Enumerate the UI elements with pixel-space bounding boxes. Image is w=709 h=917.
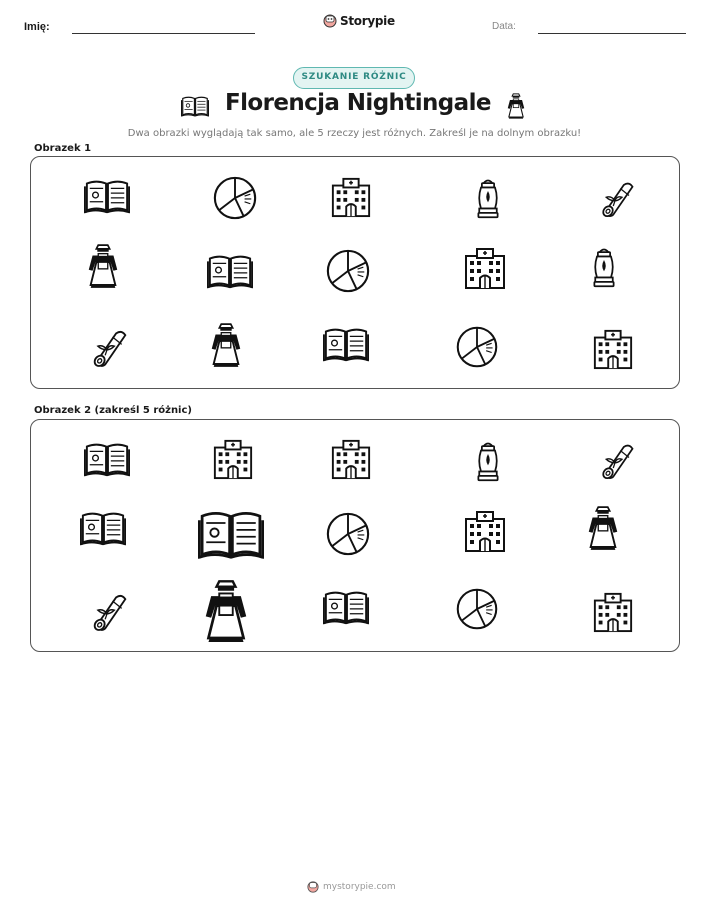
name-line[interactable] [72,33,255,34]
activity-badge: SZUKANIE RÓŻNIC [293,67,415,89]
mascot-icon [307,880,319,894]
scroll-icon [85,590,129,634]
lantern-icon [474,438,502,484]
nurse-icon [207,321,245,369]
pie-chart-icon [325,248,371,294]
nurse-icon [584,505,622,551]
book-icon [198,508,264,560]
footer-url[interactable]: mystorypie.com [323,882,396,892]
lantern-icon [474,176,502,220]
footer [307,880,396,894]
scroll-icon [594,178,636,220]
lantern-icon [590,244,618,290]
brand-logo [323,13,395,29]
hospital-icon [330,438,372,480]
pie-chart-icon [455,325,499,369]
brand-name: Storypie [340,14,395,28]
page-title: Florencja Nightingale [225,90,491,116]
book-icon [84,178,130,214]
nurse-icon [84,243,122,289]
book-icon [323,326,369,362]
hospital-icon [463,509,507,553]
date-label: Data: [492,21,516,32]
pie-chart-icon [212,175,258,221]
book-icon [84,441,130,477]
hospital-icon [463,246,507,290]
panel2-label: Obrazek 2 (zakreśl 5 różnic) [34,405,192,416]
scroll-icon [594,440,636,482]
scroll-icon [85,326,129,370]
mascot-icon [323,13,337,29]
hospital-icon [330,176,372,218]
book-icon [181,95,209,117]
book-icon [80,510,126,546]
name-label: Imię: [24,21,50,33]
instructions: Dwa obrazki wyglądają tak samo, ale 5 rzeczy jest różnych. Zakreśl je na dolnym obrazku! [127,128,582,139]
date-line[interactable] [538,33,686,34]
book-icon [207,253,253,289]
hospital-icon [592,328,634,370]
book-icon [323,589,369,625]
hospital-icon [212,438,254,480]
nurse-icon [505,92,527,120]
panel1-label: Obrazek 1 [34,143,92,154]
hospital-icon [592,591,634,633]
nurse-icon [199,578,253,644]
pie-chart-icon [325,511,371,557]
pie-chart-icon [455,587,499,631]
